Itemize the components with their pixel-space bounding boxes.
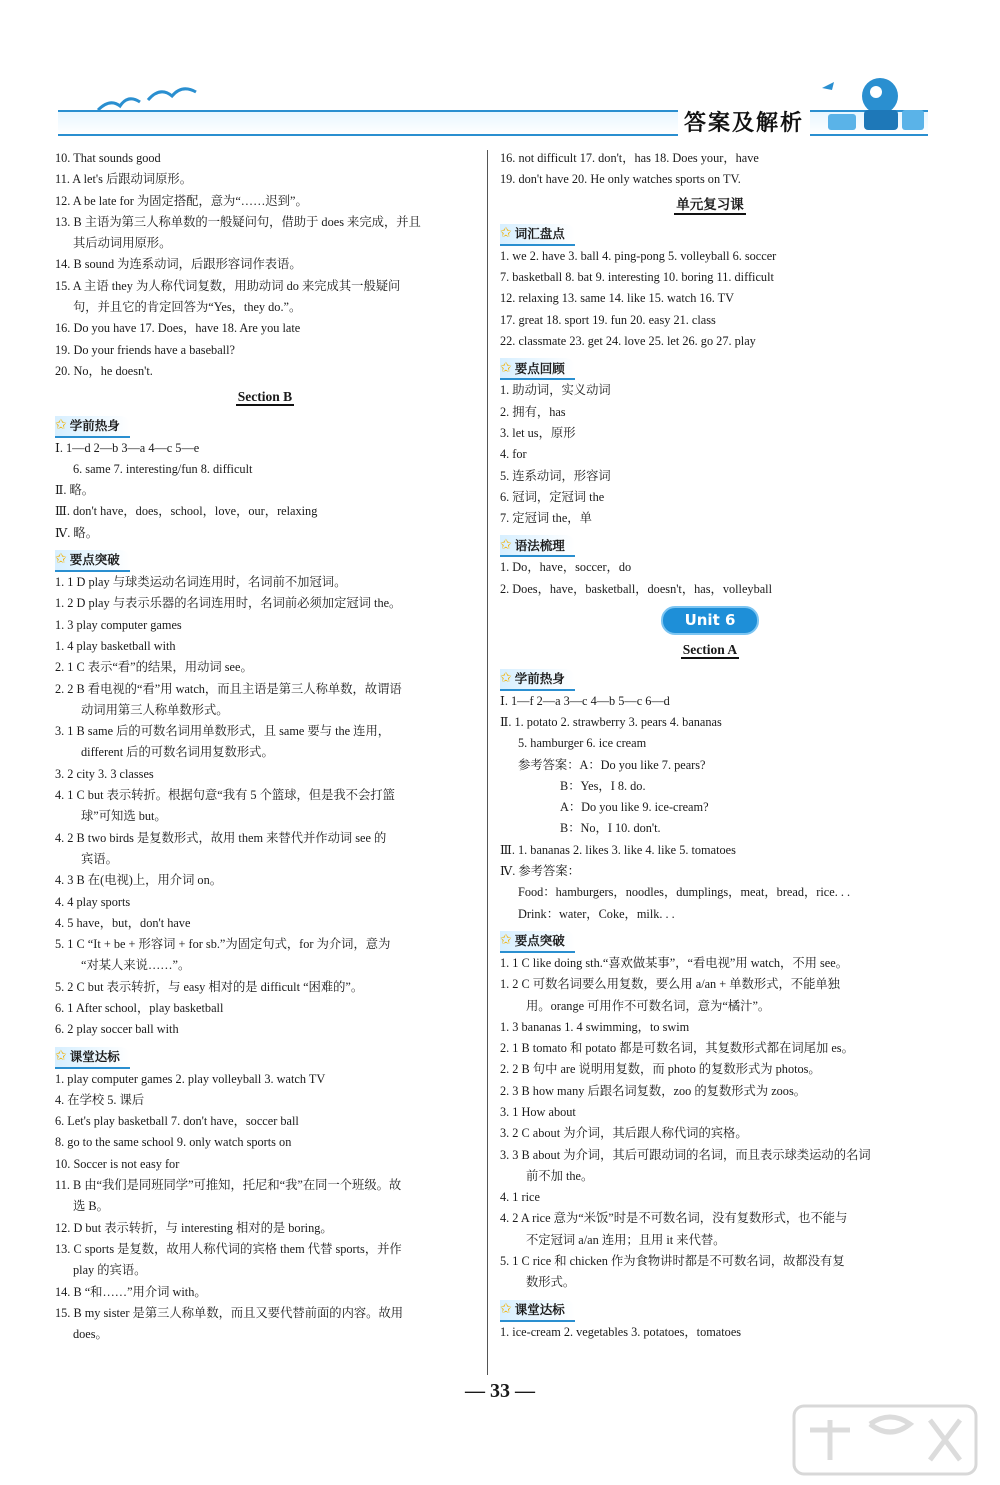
- answer-line: 7. basketball 8. bat 9. interesting 10. boring 11. difficult: [500, 270, 774, 285]
- answer-line: 前不加 the。: [526, 1168, 594, 1183]
- review-title: 单元复习课: [676, 196, 744, 213]
- answer-line: Ⅲ. 1. bananas 2. likes 3. like 4. like 5. tomatoes: [500, 842, 736, 857]
- section-tag: ✩ 要点突破: [55, 550, 130, 572]
- star-icon: ✩: [55, 1047, 67, 1064]
- answer-line: 7. 定冠词 the，单: [500, 511, 592, 526]
- answer-line: 3. 2 C about 为介词，其后跟人称代词的宾格。: [500, 1126, 748, 1141]
- answer-line: 12. relaxing 13. same 14. like 15. watch 16. TV: [500, 291, 735, 306]
- star-icon: ✩: [500, 1301, 512, 1318]
- answer-line: 1. Do，have，soccer，do: [500, 560, 632, 575]
- star-icon: ✩: [55, 416, 67, 433]
- answer-line: 球”可知选 but。: [81, 809, 167, 824]
- section-tag: ✩ 学前热身: [55, 416, 130, 438]
- answer-line: 13. C sports 是复数，故用人称代词的宾格 them 代替 sports，并作: [55, 1241, 402, 1256]
- section-tag: ✩ 学前热身: [500, 669, 575, 691]
- answer-line: 15. A 主语 they 为人称代词复数，用助动词 do 来完成其一般疑问: [55, 278, 401, 293]
- answer-list-top: [500, 148, 920, 191]
- answer-line: 5. 1 C rice 和 chicken 作为食物讲时都是不可数名词，故都没有复: [500, 1254, 845, 1269]
- watermark-logo-icon: [790, 1400, 980, 1480]
- answer-line: 17. great 18. sport 19. fun 20. easy 21. class: [500, 312, 716, 327]
- answer-line: 1. 1 C like doing sth.“喜欢做某事”，“看电视”用 watch，不用 see。: [500, 955, 849, 970]
- answer-line: 4. for: [500, 447, 527, 462]
- answer-line: 1. 1 D play 与球类运动名词连用时，名词前不加冠词。: [55, 575, 347, 590]
- section-tag: ✩ 要点突破: [500, 931, 575, 953]
- section-title: Section A: [682, 642, 738, 658]
- unit-badge: Unit 6: [661, 606, 760, 635]
- answer-line: 15. B my sister 是第三人称单数，而且又要代替前面的内容。故用: [55, 1305, 404, 1320]
- answer-line: 11. B 由“我们是同班同学”可推知，托尼和“我”在同一个班级。故: [55, 1178, 402, 1193]
- class-practice-list: [55, 1069, 475, 1346]
- answer-line: 6. Let's play basketball 7. don't have，soccer ball: [55, 1114, 299, 1129]
- answer-line: 5. 1 C “It + be + 形容词 + for sb.”为固定句式，for 为介词，意为: [55, 937, 391, 952]
- answer-line: “对某人来说……”。: [81, 958, 191, 973]
- answer-line: 6. 1 After school，play basketball: [55, 1000, 224, 1015]
- answer-line: 2. 2 B 句中 are 说明用复数，而 photo 的复数形式为 photos。: [500, 1062, 821, 1077]
- answer-line: 宾语。: [81, 851, 118, 866]
- answer-line: 12. A be late for 为固定搭配，意为“……迟到”。: [55, 193, 308, 208]
- right-column: [500, 148, 920, 1343]
- answer-line: 其后动词用原形。: [73, 236, 172, 251]
- answer-line: 2. 2 B 看电视的“看”用 watch，而且主语是第三人称单数，故谓语: [55, 681, 402, 696]
- answer-line: 3. 2 city 3. 3 classes: [55, 766, 154, 781]
- answer-line: 4. 2 A rice 意为“米饭”时是不可数名词，没有复数形式，也不能与: [500, 1211, 848, 1226]
- answer-line: 2. 1 C 表示“看”的结果，用动词 see。: [55, 660, 253, 675]
- star-icon: ✩: [55, 551, 67, 568]
- section-tag: ✩ 语法梳理: [500, 535, 575, 557]
- answer-line: Drink：water，Coke，milk. . .: [518, 906, 675, 921]
- answer-line: 4. 1 rice: [500, 1190, 540, 1205]
- answer-line: Ⅱ. 1. potato 2. strawberry 3. pears 4. bananas: [500, 714, 722, 729]
- answer-line: 19. don't have 20. He only watches sports on TV.: [500, 172, 741, 187]
- answer-line: 8. go to the same school 9. only watch sports on: [55, 1135, 292, 1150]
- section-tag: ✩ 要点回顾: [500, 358, 575, 380]
- answer-line: 2. 3 B how many 后跟名词复数，zoo 的复数形式为 zoos。: [500, 1083, 807, 1098]
- recap-list: [500, 380, 920, 529]
- answer-line: does。: [73, 1327, 108, 1342]
- star-icon: ✩: [500, 225, 512, 242]
- star-icon: ✩: [500, 359, 512, 376]
- answer-line: Ⅳ. 参考答案：: [500, 864, 580, 879]
- section-tag: ✩ 课堂达标: [500, 1300, 575, 1322]
- answer-line: 14. B “和……”用介词 with。: [55, 1284, 207, 1299]
- answer-line: 3. 1 How about: [500, 1104, 576, 1119]
- answer-line: 2. Does，have，basketball，doesn't，has，volleyball: [500, 581, 773, 596]
- answer-line: 12. D but 表示转折，与 interesting 相对的是 boring。: [55, 1220, 333, 1235]
- answer-line: 参考答案：A：Do you like 7. pears?: [518, 757, 706, 772]
- answer-line: 1. 2 C 可数名词要么用复数，要么用 a/an + 单数形式，不能单独: [500, 977, 840, 992]
- answer-line: 4. 4 play sports: [55, 894, 131, 909]
- answer-line: different 后的可数名词用复数形式。: [81, 745, 274, 760]
- answer-line: 11. A let's 后跟动词原形。: [55, 172, 193, 187]
- answer-line: 6. 冠词，定冠词 the: [500, 489, 605, 504]
- answer-line: 5. 连系动词，形容词: [500, 468, 611, 483]
- answer-line: 1. 4 play basketball with: [55, 638, 176, 653]
- answer-line: B：No，I 10. don't.: [560, 821, 661, 836]
- answer-line: B：Yes，I 8. do.: [560, 778, 646, 793]
- answer-line: 1. 2 D play 与表示乐器的名词连用时，名词前必须加定冠词 the。: [55, 596, 402, 611]
- answer-line: 5. hamburger 6. ice cream: [518, 736, 647, 751]
- answer-line: 6. 2 play soccer ball with: [55, 1022, 179, 1037]
- answer-line: 20. No，he doesn't.: [55, 363, 153, 378]
- answer-line: 选 B。: [73, 1199, 109, 1214]
- answer-line: Ⅱ. 略。: [55, 483, 95, 498]
- answer-line: 不定冠词 a/an 连用；且用 it 来代替。: [526, 1232, 726, 1247]
- answer-line: 1. play computer games 2. play volleyball 3. watch TV: [55, 1071, 326, 1086]
- answer-line: 6. same 7. interesting/fun 8. difficult: [73, 461, 253, 476]
- vocab-list: [500, 246, 920, 352]
- answer-line: Ⅰ. 1—f 2—a 3—c 4—b 5—c 6—d: [500, 693, 670, 708]
- answer-line: 4. 3 B 在(电视)上，用介词 on。: [55, 873, 223, 888]
- answer-line: 14. B sound 为连系动词，后跟形容词作表语。: [55, 257, 302, 272]
- left-column: [55, 148, 475, 1345]
- section-title: Section B: [237, 389, 293, 405]
- answer-line: 动词用第三人称单数形式。: [81, 702, 229, 717]
- column-divider: [487, 150, 488, 1375]
- key-points-list: [55, 572, 475, 1041]
- answer-line: 4. 5 have，but，don't have: [55, 915, 191, 930]
- answer-line: 13. B 主语为第三人称单数的一般疑问句，借助于 does 来完成，并且: [55, 214, 421, 229]
- answer-line: 1. 3 bananas 1. 4 swimming，to swim: [500, 1019, 690, 1034]
- answer-line: 4. 在学校 5. 课后: [55, 1092, 145, 1107]
- class-practice-list: [500, 1322, 920, 1343]
- star-icon: ✩: [500, 536, 512, 553]
- page-header: [48, 70, 928, 142]
- header-title: 答案及解析: [678, 106, 810, 137]
- answer-line: 3. 1 B same 后的可数名词用单数形式，且 same 要与 the 连用，: [55, 724, 391, 739]
- key-points-list: [500, 953, 920, 1294]
- answer-line: 3. 3 B about 为介词，其后可跟动词的名词，而且表示球类运动的名词: [500, 1147, 871, 1162]
- answer-line: 10. That sounds good: [55, 151, 161, 165]
- answer-line: 1. 3 play computer games: [55, 617, 182, 632]
- answer-line: 2. 拥有，has: [500, 404, 566, 419]
- answer-line: 16. not difficult 17. don't，has 18. Does your，have: [500, 151, 759, 165]
- answer-line: 1. 助动词，实义动词: [500, 383, 611, 398]
- answer-line: Food：hamburgers，noodles，dumplings，meat，bread，rice. . .: [518, 885, 851, 900]
- answer-line: 数形式。: [526, 1275, 576, 1290]
- warmup-list: [55, 438, 475, 544]
- answer-line: A：Do you like 9. ice-cream?: [560, 800, 709, 815]
- answer-line: 19. Do your friends have a baseball?: [55, 342, 235, 357]
- answer-line: 句，并且它的肯定回答为“Yes，they do.”。: [73, 300, 302, 315]
- answer-line: Ⅳ. 略。: [55, 525, 99, 540]
- section-tag: ✩ 课堂达标: [55, 1047, 130, 1069]
- unit-heading: [500, 606, 920, 635]
- answer-line: 10. Soccer is not easy for: [55, 1156, 180, 1171]
- mascot-decoration-icon: [808, 70, 928, 132]
- answer-line: 1. ice-cream 2. vegetables 3. potatoes，tomatoes: [500, 1324, 742, 1339]
- answer-line: 用。orange 可用作不可数名词，意为“橘汁”。: [526, 998, 771, 1013]
- warmup-list: [500, 691, 920, 925]
- answer-line: 2. 1 B tomato 和 potato 都是可数名词，其复数形式都在词尾加 es。: [500, 1041, 854, 1056]
- star-icon: ✩: [500, 932, 512, 949]
- answer-line: 3. let us，原形: [500, 425, 576, 440]
- answer-line: Ⅰ. 1—d 2—b 3—a 4—c 5—e: [55, 440, 200, 455]
- page-number: — 33 —: [465, 1380, 535, 1402]
- grammar-list: [500, 557, 920, 600]
- answer-line: Ⅲ. don't have，does，school，love，our，relaxing: [55, 504, 318, 519]
- answer-line: play 的宾语。: [73, 1263, 147, 1278]
- answer-line: 4. 2 B two birds 是复数形式，故用 them 来替代并作动词 see 的: [55, 830, 387, 845]
- section-tag: ✩ 词汇盘点: [500, 224, 575, 246]
- answer-list-top: [55, 148, 475, 382]
- answer-line: 22. classmate 23. get 24. love 25. let 26. go 27. play: [500, 334, 756, 349]
- answer-line: 16. Do you have 17. Does，have 18. Are you late: [55, 321, 301, 336]
- answer-line: 1. we 2. have 3. ball 4. ping-pong 5. volleyball 6. soccer: [500, 248, 777, 263]
- star-icon: ✩: [500, 670, 512, 686]
- answer-line: 4. 1 C but 表示转折。根据句意“我有 5 个篮球，但是我不会打篮: [55, 788, 395, 803]
- answer-line: 5. 2 C but 表示转折，与 easy 相对的是 difficult “困难的”。: [55, 979, 364, 994]
